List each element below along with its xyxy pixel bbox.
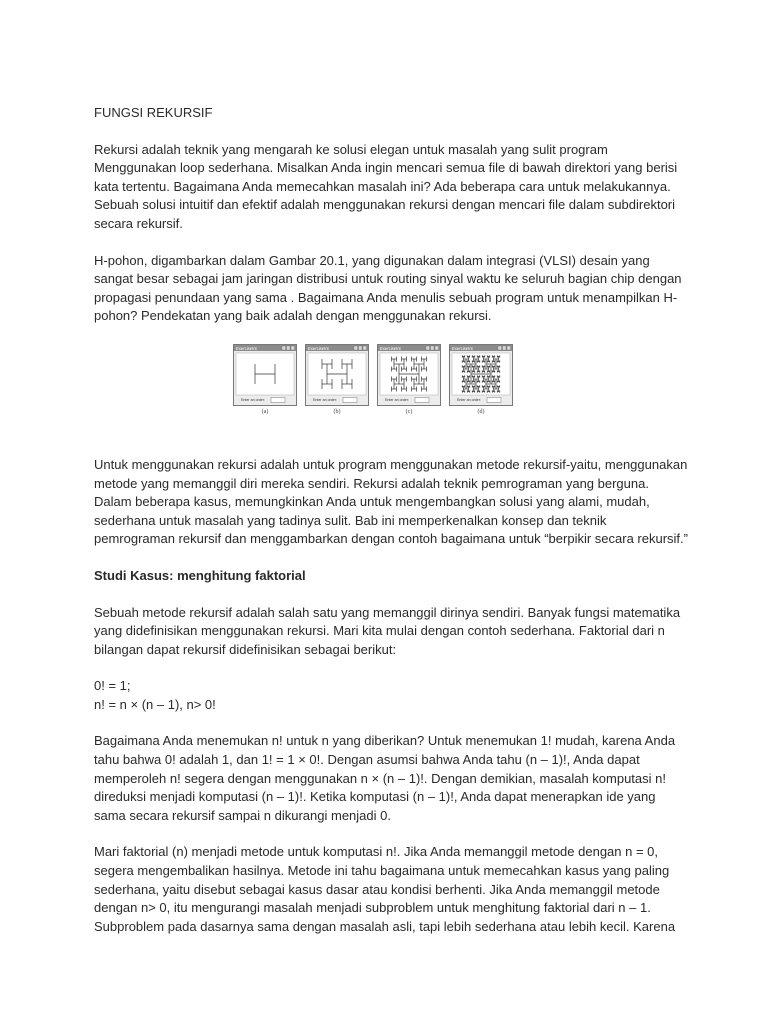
order-field-label: Enter an order:: [457, 397, 481, 402]
window-control-button: [426, 346, 430, 350]
h-tree-window-4: [449, 344, 513, 406]
paragraph-factorial-intro: Sebuah metode rekursif adalah salah satu yang memanggil dirinya sendiri. Banyak fungsi matematika yang didefinisikan menggunakan rekursi. Mari kita mulai dengan contoh sederhana. Faktorial dari n bilangan dapat rekursif didefinisikan sebagai berikut:: [94, 604, 681, 657]
h-tree-window-3: [377, 344, 441, 406]
window-title-text: ExerciseInt: [380, 345, 401, 351]
h-tree-window-2: [305, 344, 369, 406]
paragraph-recursion-usage: Untuk menggunakan rekursi adalah untuk program menggunakan metode rekursif-yaitu, menggunakan metode yang memanggil diri mereka sendiri. Rekursi adalah teknik pemrograman yang berguna. Dalam beberapa kasus, memungkinkan Anda untuk mengembangkan solusi yang alami, mudah, sederhana untuk masalah yang tadinya sulit. Bab ini memperkenalkan konsep dan teknik pemrograman rekursif dan menggambarkan dengan contoh bagaimana untuk “berpikir secara rekursif.”: [94, 456, 688, 547]
h-tree-panel-d: [449, 344, 513, 406]
order-input: [271, 397, 285, 402]
figure-caption-a: (a): [261, 408, 269, 415]
window-control-button: [363, 346, 367, 350]
figure-caption-b: (b): [333, 408, 341, 415]
window-control-button: [291, 346, 295, 350]
document-title: FUNGSI REKURSIF: [94, 105, 213, 120]
figure-caption-c: (c): [405, 408, 413, 415]
window-title-text: ExerciseInt: [452, 345, 473, 351]
formula-recursive-case: n! = n × (n – 1), n> 0!: [94, 696, 216, 712]
h-tree-window-1: [233, 344, 297, 406]
window-control-button: [507, 346, 511, 350]
order-field-label: Enter an order:: [385, 397, 409, 402]
h-tree-panel-a: [233, 344, 297, 406]
order-input: [343, 397, 357, 402]
h-tree-figure: [94, 344, 688, 418]
h-tree-panel-b: [305, 344, 369, 406]
window-control-button: [498, 346, 502, 350]
window-control-button: [354, 346, 358, 350]
paragraph-intro: Rekursi adalah teknik yang mengarah ke solusi elegan untuk masalah yang sulit program Menggunakan loop sederhana. Misalkan Anda ingin mencari semua file di bawah direktori yang berisi kata tertentu. Bagaimana Anda memecahkan masalah ini? Ada beberapa cara untuk melakukannya. Sebuah solusi intuitif dan efektif adalah menggunakan rekursi dengan mencari file dalam subdirektori secara rekursif.: [94, 141, 678, 231]
order-field-label: Enter an order:: [313, 397, 337, 402]
window-title-text: ExerciseInt: [308, 345, 329, 351]
window-control-button: [282, 346, 286, 350]
window-title-text: ExerciseInt: [236, 345, 257, 351]
paragraph-h-tree: H-pohon, digambarkan dalam Gambar 20.1, yang digunakan dalam integrasi (VLSI) desain yang sangat besar sebagai jam jaringan distribusi untuk routing sinyal waktu ke seluruh bagian chip dengan propagasi penundaan yang sama . Bagaimana Anda menulis sebuah program untuk menampilkan H-pohon? Pendekatan yang baik adalah dengan menggunakan rekursi.: [94, 252, 682, 324]
order-field-label: Enter an order:: [241, 397, 265, 402]
section-heading: Studi Kasus: menghitung faktorial: [94, 567, 306, 583]
window-control-button: [431, 346, 435, 350]
window-control-button: [435, 346, 439, 350]
paragraph-factorial-explanation: Bagaimana Anda menemukan n! untuk n yang diberikan? Untuk menemukan 1! mudah, karena Anda tahu bahwa 0! adalah 1, dan 1! = 1 × 0!. Dengan asumsi bahwa Anda tahu (n – 1)!, Anda dapat memperoleh n! segera dengan menggunakan n × (n – 1)!. Dengan demikian, masalah komputasi n! direduksi menjadi komputasi (n – 1)!. Ketika komputasi (n – 1)!, Anda dapat menerapkan ide yang sama secara rekursif sampai n dikurangi menjadi 0.: [94, 733, 676, 823]
factorial-formula: [94, 677, 688, 714]
window-control-button: [359, 346, 363, 350]
paragraph-factorial-method: Mari faktorial (n) menjadi metode untuk komputasi n!. Jika Anda memanggil metode dengan n = 0, segera mengembalikan hasilnya. Metode ini tahu bagaimana untuk memecahkan kasus yang paling sederhana, yaitu disebut sebagai kasus dasar atau kondisi berhenti. Jika Anda memanggil metode dengan n> 0, itu mengurangi masalah menjadi subproblem untuk menghitung faktorial dari n – 1. Subproblem pada dasarnya sama dengan masalah asli, tapi lebih sederhana atau lebih kecil. Karena: [94, 844, 676, 934]
formula-base-case: 0! = 1;: [94, 678, 131, 694]
window-control-button: [503, 346, 507, 350]
h-tree-panel-c: [377, 344, 441, 406]
figure-caption-d: (d): [477, 408, 485, 415]
order-input: [415, 397, 429, 402]
order-input: [487, 397, 501, 402]
window-control-button: [287, 346, 291, 350]
